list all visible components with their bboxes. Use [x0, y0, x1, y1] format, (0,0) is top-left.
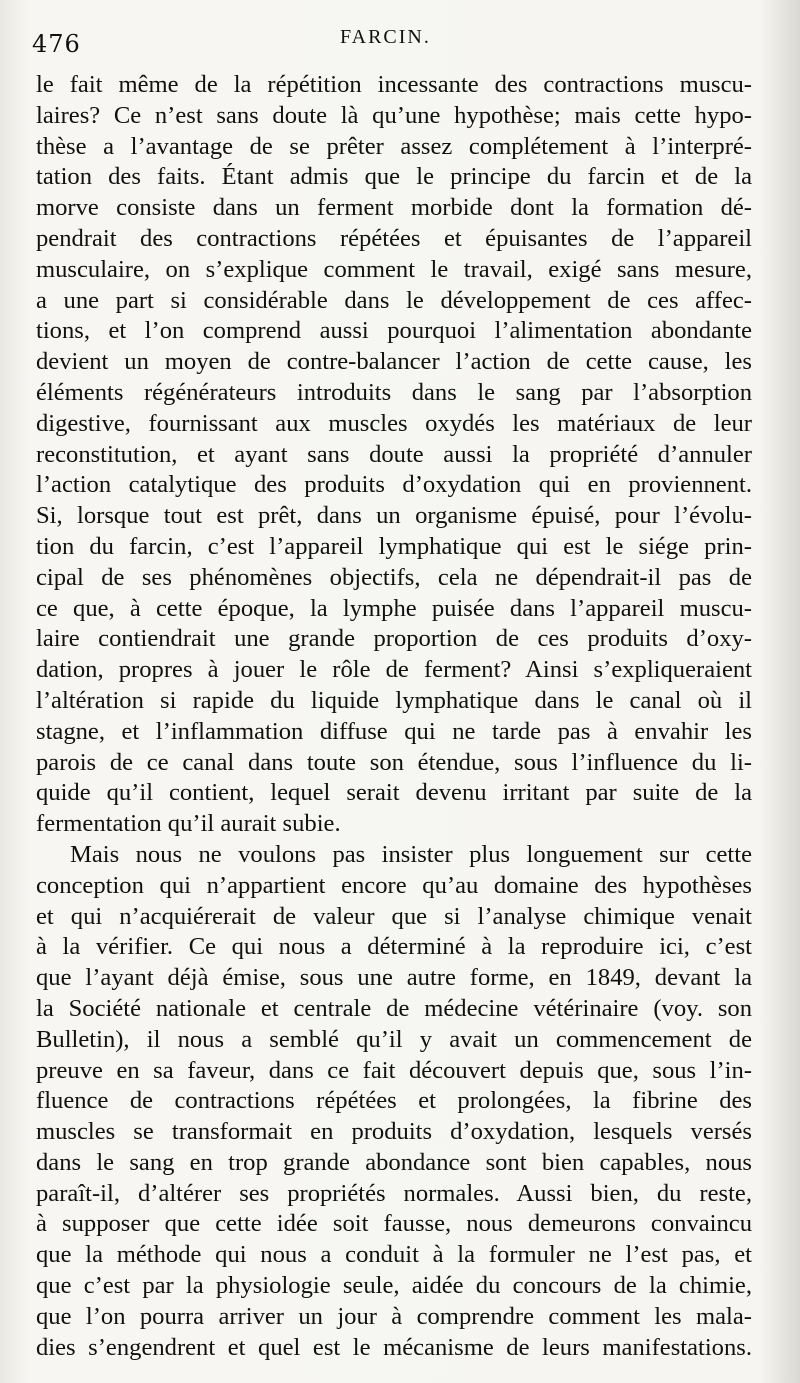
text-line: stagne, et l’inflammation diffuse qui ne tarde pas à envahir les — [36, 717, 752, 745]
text-line: paraît-il, d’altérer ses propriétés normales. Aussi bien, du reste, — [36, 1179, 752, 1207]
text-line: parois de ce canal dans toute son étendue, sous l’influence du li- — [36, 748, 752, 776]
text-line: l’action catalytique des produits d’oxydation qui en proviennent. — [36, 471, 752, 499]
text-line: la Société nationale et centrale de médecine vétérinaire (voy. son — [36, 994, 752, 1022]
text-line: devient un moyen de contre-balancer l’action de cette cause, les — [36, 348, 752, 376]
text-line: tion du farcin, c’est l’appareil lymphatique qui est le siége prin- — [36, 532, 752, 560]
text-line: fluence de contractions répétées et prolongées, la fibrine des — [36, 1087, 752, 1115]
text-line: laires? Ce n’est sans doute là qu’une hypothèse; mais cette hypo- — [36, 101, 752, 129]
text-line: tions, et l’on comprend aussi pourquoi l’alimentation abondante — [36, 317, 752, 345]
text-line: cipal de ses phénomènes objectifs, cela ne dépendrait-il pas de — [36, 563, 752, 591]
text-line: Si, lorsque tout est prêt, dans un organisme épuisé, pour l’évolu- — [36, 502, 752, 530]
text-line: à la vérifier. Ce qui nous a déterminé à la reproduire ici, c’est — [36, 933, 752, 961]
text-line: digestive, fournissant aux muscles oxydés les matériaux de leur — [36, 409, 752, 437]
running-title: FARCIN. — [340, 26, 431, 48]
text-line: ce que, à cette époque, la lymphe puisée dans l’appareil muscu- — [36, 594, 752, 622]
text-line: musculaire, on s’explique comment le travail, exigé sans mesure, — [36, 255, 752, 283]
text-line: que c’est par la physiologie seule, aidée du concours de la chimie, — [36, 1272, 752, 1300]
text-line: l’altération si rapide du liquide lymphatique dans le canal où il — [36, 686, 752, 714]
page-number: 476 — [32, 30, 81, 58]
text-line: que l’on pourra arriver un jour à comprendre comment les mala- — [36, 1302, 752, 1330]
text-line: que l’ayant déjà émise, sous une autre forme, en 1849, devant la — [36, 964, 752, 992]
text-line: morve consiste dans un ferment morbide dont la formation dé- — [36, 194, 752, 222]
text-line: à supposer que cette idée soit fausse, nous demeurons convaincu — [36, 1210, 752, 1238]
text-line: et qui n’acquiérerait de valeur que si l’analyse chimique venait — [36, 902, 752, 930]
text-line: pendrait des contractions répétées et épuisantes de l’appareil — [36, 224, 752, 252]
text-line: Mais nous ne voulons pas insister plus longuement sur cette — [70, 840, 752, 868]
text-line: a une part si considérable dans le développement de ces affec- — [36, 286, 752, 314]
page-header — [0, 22, 800, 58]
text-line: preuve en sa faveur, dans ce fait découvert depuis que, sous l’in- — [36, 1056, 752, 1084]
text-line: reconstitution, et ayant sans doute aussi la propriété d’annuler — [36, 440, 752, 468]
text-line: fermentation qu’il aurait subie. — [36, 810, 341, 838]
text-line: thèse a l’avantage de se prêter assez complétement à l’interpré- — [36, 132, 752, 160]
text-line: dation, propres à jouer le rôle de ferment? Ainsi s’expliqueraient — [36, 656, 752, 684]
text-line: muscles se transformait en produits d’oxydation, lesquels versés — [36, 1118, 752, 1146]
text-line: laire contiendrait une grande proportion de ces produits d’oxy- — [36, 625, 752, 653]
body-text — [36, 70, 752, 1363]
text-line: que la méthode qui nous a conduit à la formuler ne l’est pas, et — [36, 1241, 752, 1269]
text-line: Bulletin), il nous a semblé qu’il y avait un commencement de — [36, 1025, 752, 1053]
text-line: dies s’engendrent et quel est le mécanisme de leurs manifestations. — [36, 1333, 752, 1361]
text-line: dans le sang en trop grande abondance sont bien capables, nous — [36, 1148, 752, 1176]
text-line: éléments régénérateurs introduits dans le sang par l’absorption — [36, 378, 752, 406]
text-line: quide qu’il contient, lequel serait devenu irritant par suite de la — [36, 779, 752, 807]
text-line: le fait même de la répétition incessante des contractions muscu- — [36, 71, 752, 98]
text-line: tation des faits. Étant admis que le principe du farcin et de la — [36, 163, 752, 191]
text-line: conception qui n’appartient encore qu’au domaine des hypothèses — [36, 871, 752, 899]
